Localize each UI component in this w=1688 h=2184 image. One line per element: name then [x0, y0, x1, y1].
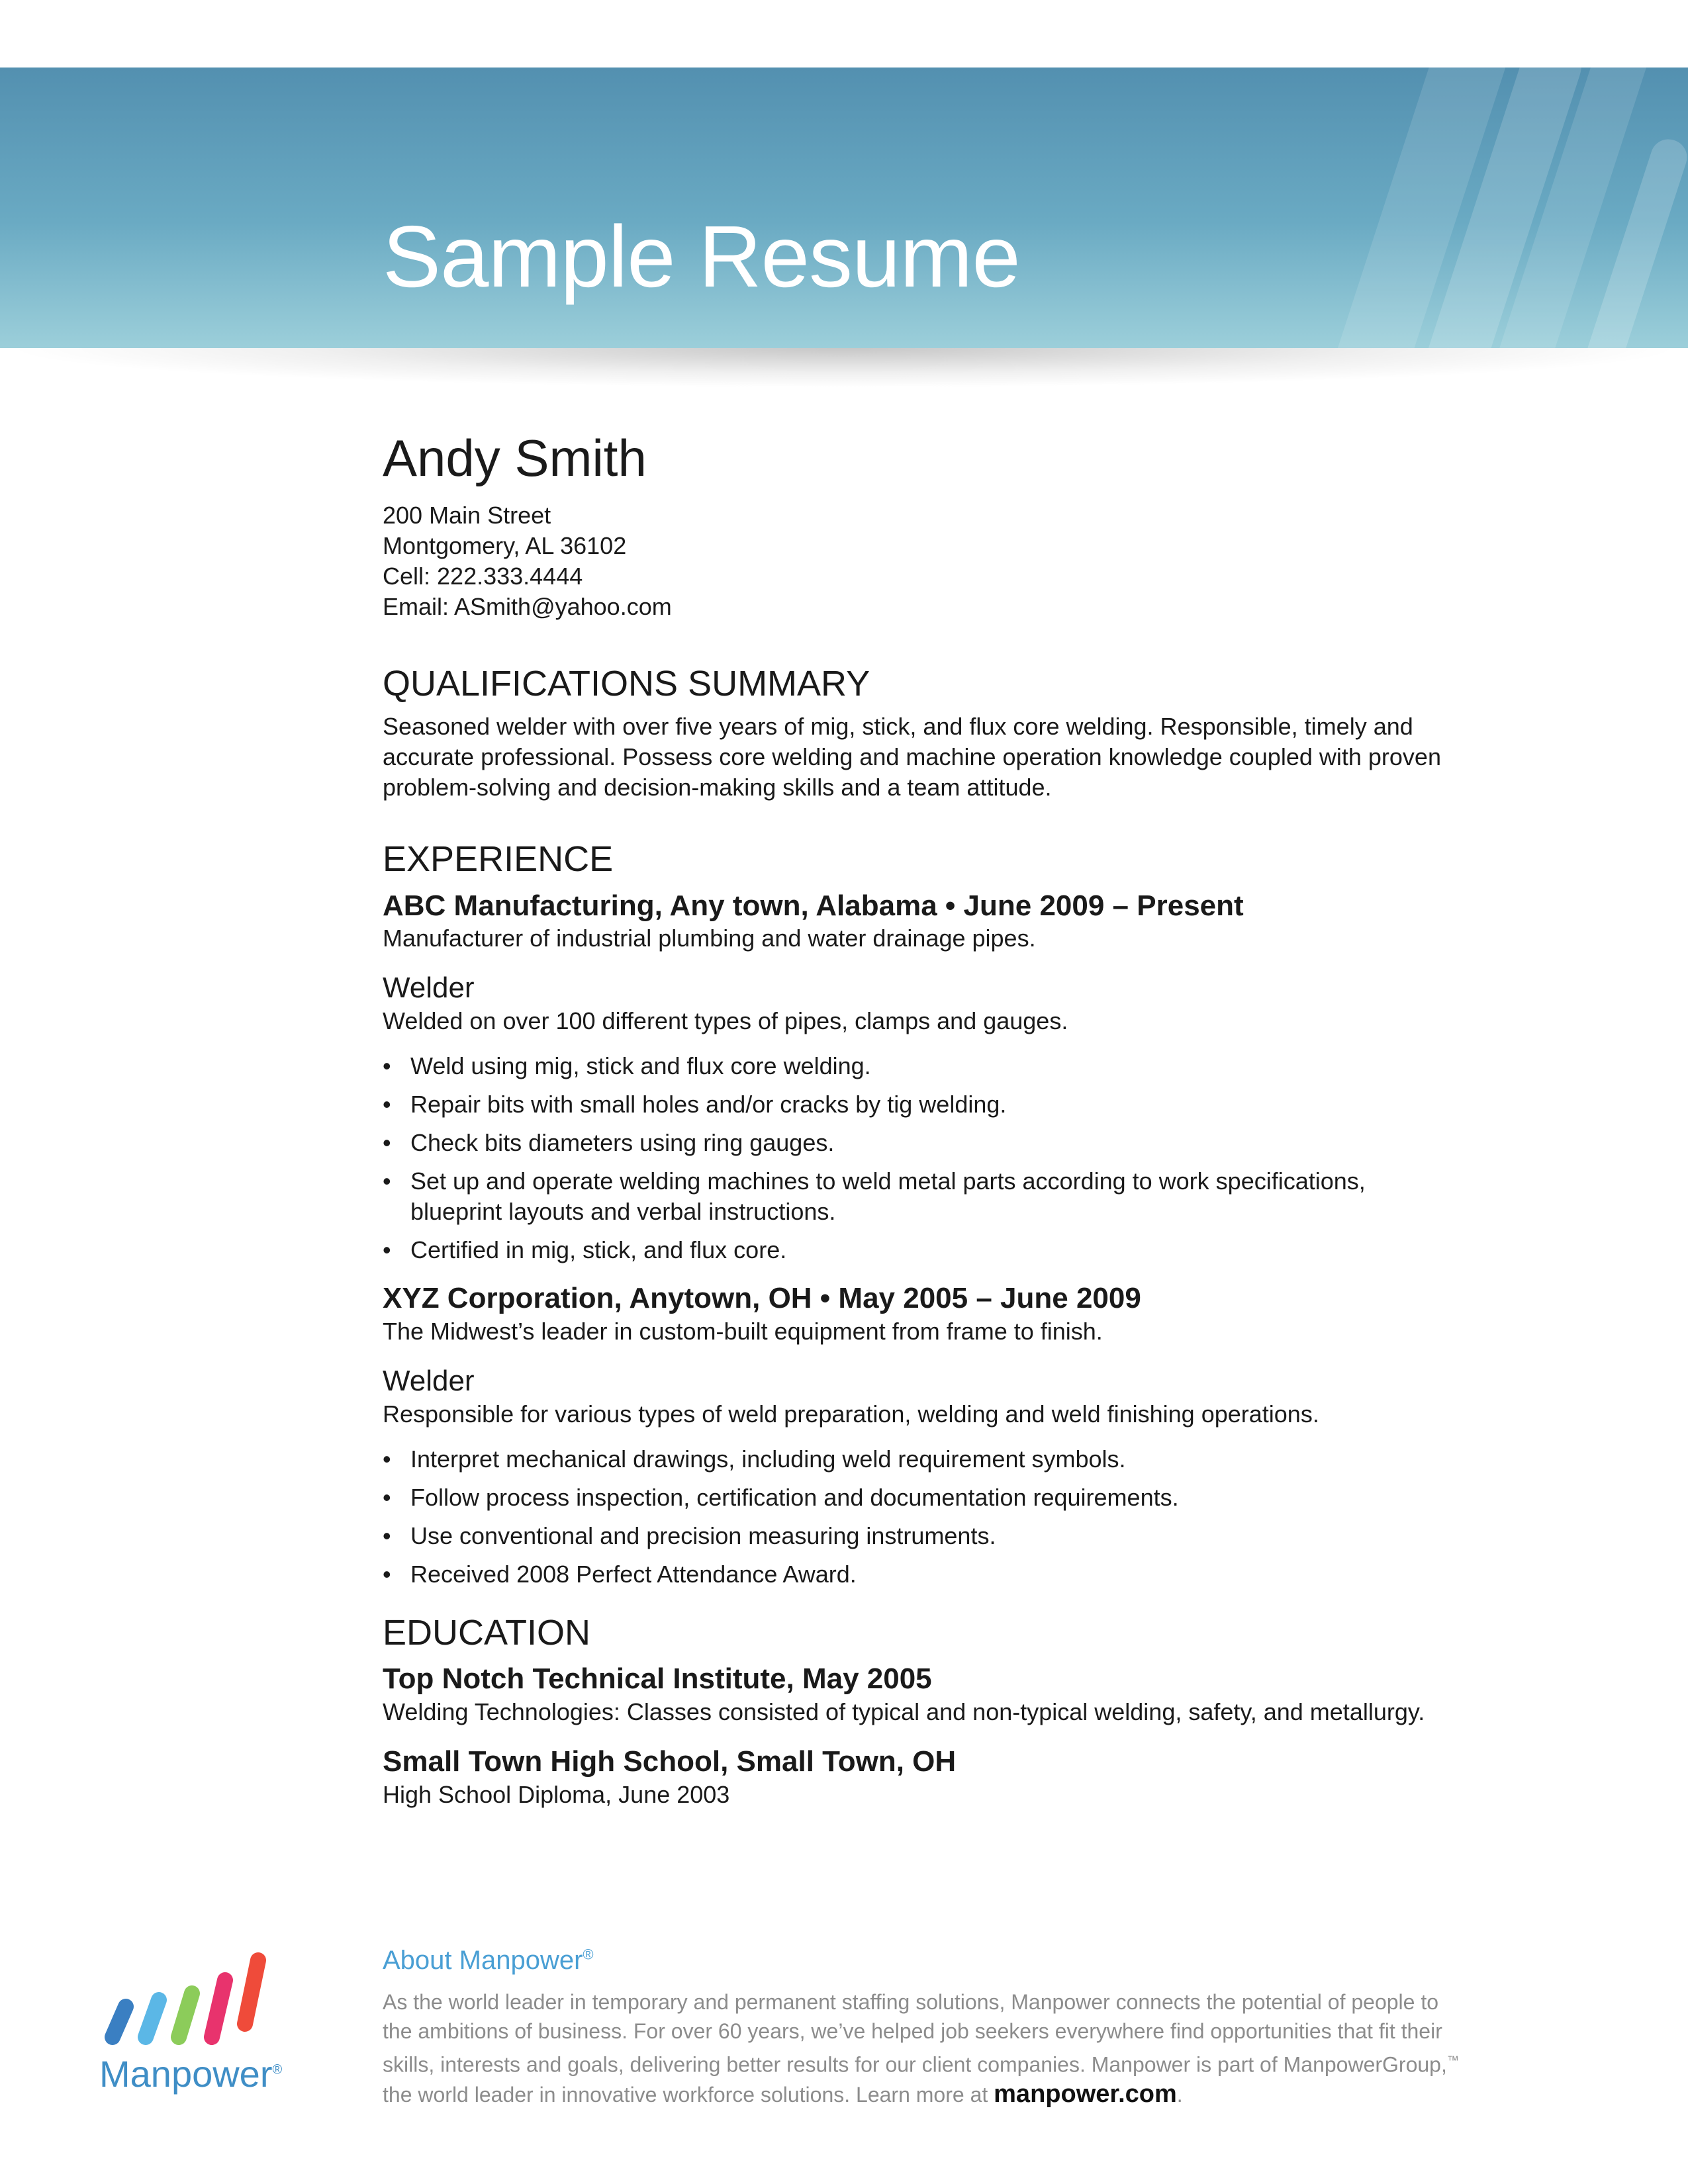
- list-item: • Received 2008 Perfect Attendance Award.: [383, 1560, 857, 1588]
- logo-stroke: [212, 1980, 225, 2037]
- manpower-logo: [99, 1946, 311, 2095]
- school-detail: Welding Technologies: Classes consisted of typical and non-typical welding, safety, and metallurgy.: [383, 1698, 1425, 1725]
- education-section: [383, 1614, 1548, 1810]
- address-line-1: 200 Main Street: [383, 501, 551, 529]
- job-header: XYZ Corporation, Anytown, OH • May 2005 – June 2009: [383, 1282, 1141, 1315]
- role-description: Responsible for various types of weld preparation, welding and weld finishing operations.: [383, 1400, 1319, 1428]
- about-manpower: [383, 1946, 1548, 2109]
- experience-heading: EXPERIENCE: [383, 839, 614, 880]
- banner-shadow: [0, 348, 1688, 388]
- page-title: Sample Resume: [383, 208, 1020, 305]
- qualifications-line: problem-solving and decision-making skills and a team attitude.: [383, 774, 1052, 801]
- banner-stripes-graphic: [1225, 68, 1688, 348]
- list-item: • Certified in mig, stick, and flux core.: [383, 1236, 787, 1264]
- address-line-2: Montgomery, AL 36102: [383, 531, 627, 559]
- qualifications-line: Seasoned welder with over five years of mig, stick, and flux core welding. Responsible, timely and: [383, 713, 1413, 741]
- about-line: skills, interests and goals, delivering better results for our client companies. Manpower is part of ManpowerGroup,™: [383, 2052, 1459, 2077]
- list-item: • Set up and operate welding machines to weld metal parts according to work specifications, blueprint layouts and verbal instructions.: [383, 1167, 1366, 1226]
- contact-block: [383, 430, 1548, 622]
- job-header: ABC Manufacturing, Any town, Alabama • June 2009 – Present: [383, 889, 1244, 922]
- manpower-logo-icon: [99, 1946, 278, 2045]
- list-item: • Use conventional and precision measuring instruments.: [383, 1522, 996, 1549]
- job-role: Welder: [383, 1364, 475, 1397]
- manpower-link[interactable]: manpower.com: [994, 2079, 1177, 2108]
- role-description: Welded on over 100 different types of pipes, clamps and gauges.: [383, 1007, 1068, 1035]
- job-entry: [383, 889, 1548, 1266]
- experience-section: [383, 840, 1548, 1590]
- school-detail: High School Diploma, June 2003: [383, 1780, 730, 1808]
- job-role: Welder: [383, 972, 475, 1005]
- logo-stroke: [179, 1993, 192, 2037]
- resume-body: [383, 430, 1548, 1810]
- logo-wordmark: Manpower®: [99, 2053, 283, 2095]
- about-title: About Manpower®: [383, 1946, 594, 1975]
- cell-phone: Cell: 222.333.4444: [383, 562, 583, 590]
- about-line: the world leader in innovative workforce solutions. Learn more at manpower.com.: [383, 2079, 1183, 2108]
- list-item: • Interpret mechanical drawings, including weld requirement symbols.: [383, 1445, 1126, 1473]
- job-entry: [383, 1281, 1548, 1590]
- list-item: • Follow process inspection, certification and documentation requirements.: [383, 1483, 1179, 1511]
- list-item: • Check bits diameters using ring gauges.: [383, 1129, 835, 1157]
- logo-stroke: [245, 1960, 258, 2024]
- logo-stroke: [146, 2000, 159, 2037]
- school-name: Top Notch Technical Institute, May 2005: [383, 1662, 932, 1696]
- company-description: The Midwest’s leader in custom-built equipment from frame to finish.: [383, 1317, 1103, 1345]
- qualifications-heading: QUALIFICATIONS SUMMARY: [383, 663, 870, 704]
- logo-stroke: [113, 2007, 126, 2037]
- email: Email: ASmith@yahoo.com: [383, 592, 672, 620]
- qualifications-section: [383, 664, 1548, 803]
- duties-list: [383, 1051, 1548, 1265]
- duties-list: [383, 1444, 1548, 1590]
- company-description: Manufacturer of industrial plumbing and water drainage pipes.: [383, 925, 1036, 952]
- list-item: • Weld using mig, stick and flux core welding.: [383, 1052, 871, 1080]
- qualifications-line: accurate professional. Possess core welding and machine operation knowledge coupled with proven: [383, 743, 1441, 771]
- candidate-name: Andy Smith: [383, 429, 647, 487]
- school-name: Small Town High School, Small Town, OH: [383, 1745, 957, 1778]
- education-heading: EDUCATION: [383, 1612, 591, 1653]
- header-banner: [0, 68, 1688, 348]
- list-item: • Repair bits with small holes and/or cracks by tig welding.: [383, 1091, 1007, 1118]
- about-line: As the world leader in temporary and permanent staffing solutions, Manpower connects the potential of people to: [383, 1990, 1439, 2014]
- about-line: the ambitions of business. For over 60 years, we’ve helped job seekers everywhere find opportunities that fit their: [383, 2019, 1442, 2043]
